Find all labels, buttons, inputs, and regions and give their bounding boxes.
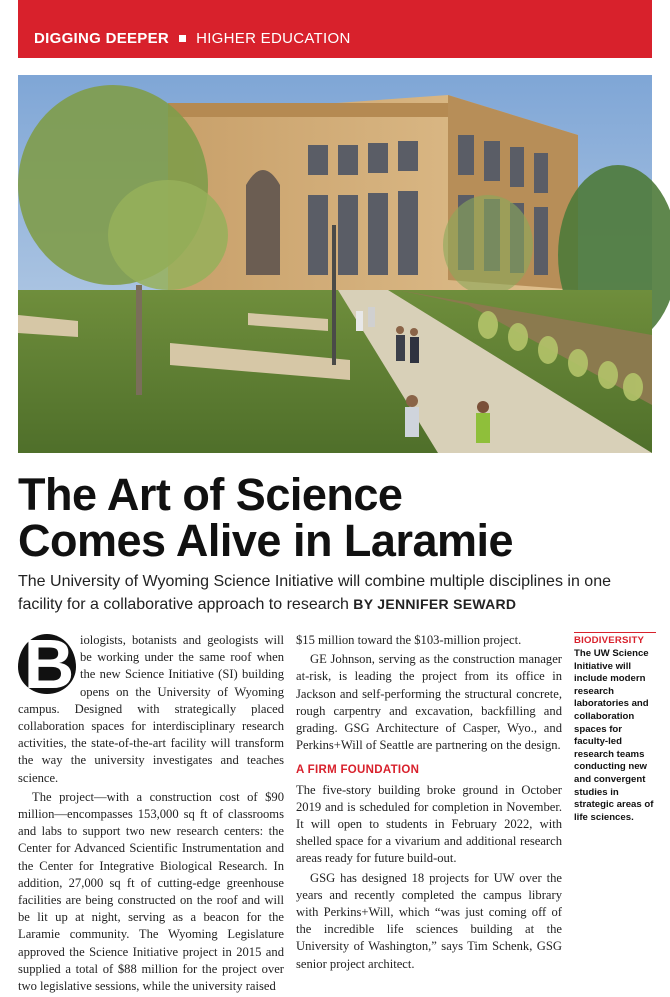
square-bullet-icon xyxy=(179,35,186,42)
topic-label: HIGHER EDUCATION xyxy=(196,29,351,47)
headline-line-2: Comes Alive in Laramie xyxy=(18,515,514,566)
paragraph: iologists, botanists and geologists will be working under the same roof when the new Science Initiative (SI) building opens on the University of Wyoming campus. Designed with strategically placed collaboration spaces for interdisciplinary research activities, the state-of-the-art facility will transform the way the university investigates and teaches science. xyxy=(18,633,284,785)
paragraph: The project—with a construction cost of $90 million—encompasses 153,000 sq ft of classrooms and labs to support two new research centers: the Center for Advanced Scientific Instrumentation and the Center for Integrative Biological Research. In addition, 27,000 sq ft of cutting-edge greenhouse facilities are being constructed on the roof and will be lit up at night, serving as a beacon for the Laramie community. The Wyoming Legislature approved the Science Initiative project in 2015 and supplied a total of $88 million for the project over two legislative sessions, while the university raised xyxy=(18,789,284,994)
section-label: DIGGING DEEPER xyxy=(34,29,170,47)
sidebar-callout xyxy=(574,632,656,824)
dropcap: B xyxy=(18,634,76,694)
paragraph: $15 million toward the $103-million project. xyxy=(296,633,522,647)
body-column-1 xyxy=(18,625,284,997)
paragraph: GE Johnson, serving as the construction manager at-risk, is leading the project from its office in Jackson and self-performing the structural concrete, rough carpentry and excavation, backfilling and grading. GSG Architecture of Casper, Wyo., and Perkins+Will of Seattle are partnering on the design. xyxy=(296,652,562,753)
article-dek xyxy=(18,570,658,616)
headline-line-1: The Art of Science xyxy=(18,469,403,520)
paragraph: The five-story building broke ground in October 2019 and is scheduled for completion in November. It will open to students in February 2022, with shelled space for a vivarium and additional research areas ready for future build-out. xyxy=(296,782,562,866)
sidebar-text: The UW Science Initiative will include modern research laboratories and collaboration spaces for faculty-led research teams conducting new and convergent studies in strategic areas of life sciences. xyxy=(574,648,654,823)
sidebar-tag: BIODIVERSITY xyxy=(574,632,656,646)
hero-rendering-image xyxy=(18,75,652,453)
paragraph: GSG has designed 18 projects for UW over the years and recently completed the campus library with Perkins+Will, which “was just coming off of the incredible life sciences building at the University of Washington,” says Tim Schenk, GSG senior project architect. xyxy=(296,870,562,971)
building-rendering xyxy=(18,75,652,453)
section-header-bar xyxy=(18,0,652,58)
dek-text: The University of Wyoming Science Initiative will combine multiple disciplines in one facility for a collaborative approach to research xyxy=(18,573,611,613)
section-subhead: A FIRM FOUNDATION xyxy=(296,764,420,777)
article-headline xyxy=(18,469,658,566)
byline: BY JENNIFER SEWARD xyxy=(353,596,517,612)
body-column-2 xyxy=(296,632,562,975)
